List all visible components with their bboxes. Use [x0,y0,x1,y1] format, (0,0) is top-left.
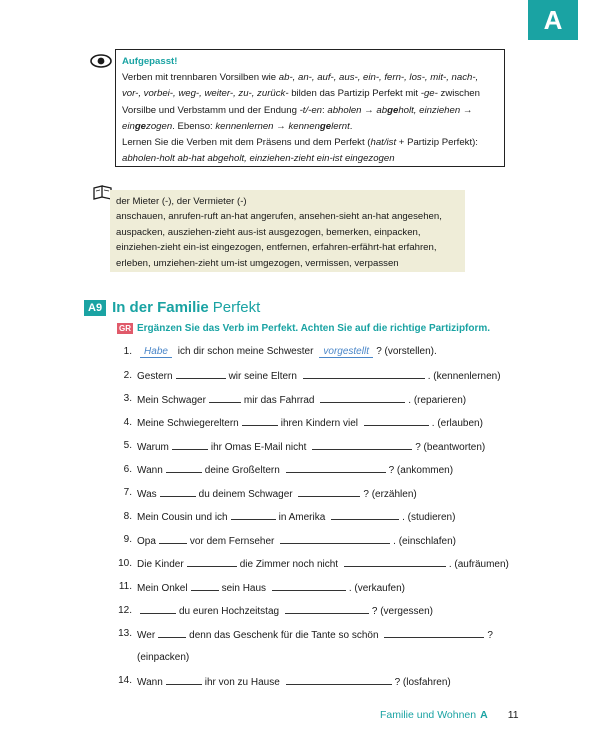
task-instruction [117,323,490,334]
answer-blank[interactable] [285,603,369,614]
answer-blank[interactable] [140,603,176,614]
note-line-3: Vorsilbe und Verbstamm und der Endung -t/-en: abholen → abgeholt, einziehen → [122,104,473,116]
section-label: A9 [84,300,106,316]
answer-blank[interactable] [160,486,196,497]
note-title: Aufgepasst! [122,56,178,67]
footer-letter: A [480,709,488,721]
exercise-item: 5. Warum ihr Omas E-Mail nicht ? (beantworten) [123,440,486,453]
grammar-badge: GR [119,324,131,333]
exercise-item: 7. Was du deinem Schwager ? (erzählen) [123,487,417,500]
answer-blank[interactable] [312,439,412,450]
exercise-item: 11. Mein Onkel sein Haus . (verkaufen) [118,581,405,594]
answer-blank[interactable] [331,509,399,520]
note-line-1: Verben mit trennbaren Vorsilben wie ab-, an-, auf-, aus-, ein-, fern-, los-, mit-, nach-, [122,72,479,84]
exercise-item: 1. Habe ich dir schon meine Schwester vorgestellt ? (vorstellen). [123,345,437,358]
unit-tab: A [528,0,578,40]
answer-blank[interactable] [176,368,226,379]
exercise-item: 2. Gestern wir seine Eltern . (kennenlernen) [123,369,501,383]
answer-blank[interactable] [209,392,241,403]
vocab-box [110,190,465,272]
answer-blank[interactable] [166,674,202,685]
exercise-list [110,340,510,693]
answer-blank[interactable] [158,627,186,638]
vocab-line: auspacken, ausziehen-zieht aus-ist ausgezogen, bemerken, einpacken, [116,226,421,238]
footer-chapter: Familie und Wohnen [380,709,477,721]
note-box [115,49,505,167]
answer-blank[interactable] [298,486,360,497]
answer-blank[interactable] [166,462,202,473]
answer-blank[interactable] [242,415,278,426]
page-number: 11 [507,709,519,721]
exercise-item: 14. Wann ihr von zu Hause ? (losfahren) [118,675,451,688]
answer-blank[interactable] [286,462,386,473]
exercise-item: 12. du euren Hochzeitstag ? (vergessen) [118,604,433,618]
answer-filled: vorgestellt [319,346,373,358]
answer-blank[interactable] [320,392,405,403]
note-line-4: eingezogen. Ebenso: kennenlernen → kennengelernt. [122,120,353,132]
section-title: In der Familie Perfekt [112,299,261,316]
exercise-item: 4. Meine Schwiegereltern ihren Kindern viel . (erlauben) [123,416,483,430]
note-line-6: abholen-holt ab-hat abgeholt, einziehen-zieht ein-ist eingezogen [122,153,395,165]
answer-blank[interactable] [159,533,187,544]
exercise-item: (einpacken) [137,651,190,663]
vocab-line: anschauen, anrufen-ruft an-hat angerufen, ansehen-sieht an-hat angesehen, [116,211,442,223]
eye-icon [90,54,112,68]
answer-blank[interactable] [231,509,276,520]
exercise-item: 6. Wann deine Großeltern ? (ankommen) [123,463,454,477]
exercise-item: 8. Mein Cousin und ich in Amerika . (studieren) [123,510,456,524]
note-line-2: vor-, vorbei-, weg-, weiter-, zu-, zurück- bilden das Partizip Perfekt mit -ge- zwischen [122,88,480,100]
answer-blank[interactable] [286,674,392,685]
exercise-item: 10. Die Kinder die Zimmer noch nicht . (aufräumen) [118,557,509,571]
exercise-item: 3. Mein Schwager mir das Fahrrad . (reparieren) [123,393,467,406]
vocab-line: der Mieter (-), der Vermieter (-) [116,196,247,207]
task-text: Ergänzen Sie das Verb im Perfekt. Achten Sie auf die richtige Partizipform. [137,323,491,334]
answer-blank[interactable] [272,580,346,591]
exercise-item: 13. Wer denn das Geschenk für die Tante so schön ? [118,628,493,641]
answer-blank[interactable] [384,627,484,638]
page-footer [380,709,519,721]
answer-blank[interactable] [303,368,425,379]
answer-blank[interactable] [191,580,219,591]
vocab-line: einziehen-zieht ein-ist eingezogen, entfernen, erfahren-erfährt-hat erfahren, [116,242,437,254]
vocab-line: erleben, umziehen-zieht um-ist umgezogen, vermissen, verpassen [116,257,399,269]
note-line-5: Lernen Sie die Verben mit dem Präsens und dem Perfekt (hat/ist + Partizip Perfekt): [122,137,478,149]
answer-blank[interactable] [187,556,237,567]
exercise-item: 9. Opa vor dem Fernseher . (einschlafen) [123,534,456,547]
answer-blank[interactable] [344,556,446,567]
section-header [84,299,260,316]
answer-filled: Habe [140,346,172,358]
answer-blank[interactable] [172,439,208,450]
answer-blank[interactable] [280,533,390,544]
answer-blank[interactable] [364,415,429,426]
